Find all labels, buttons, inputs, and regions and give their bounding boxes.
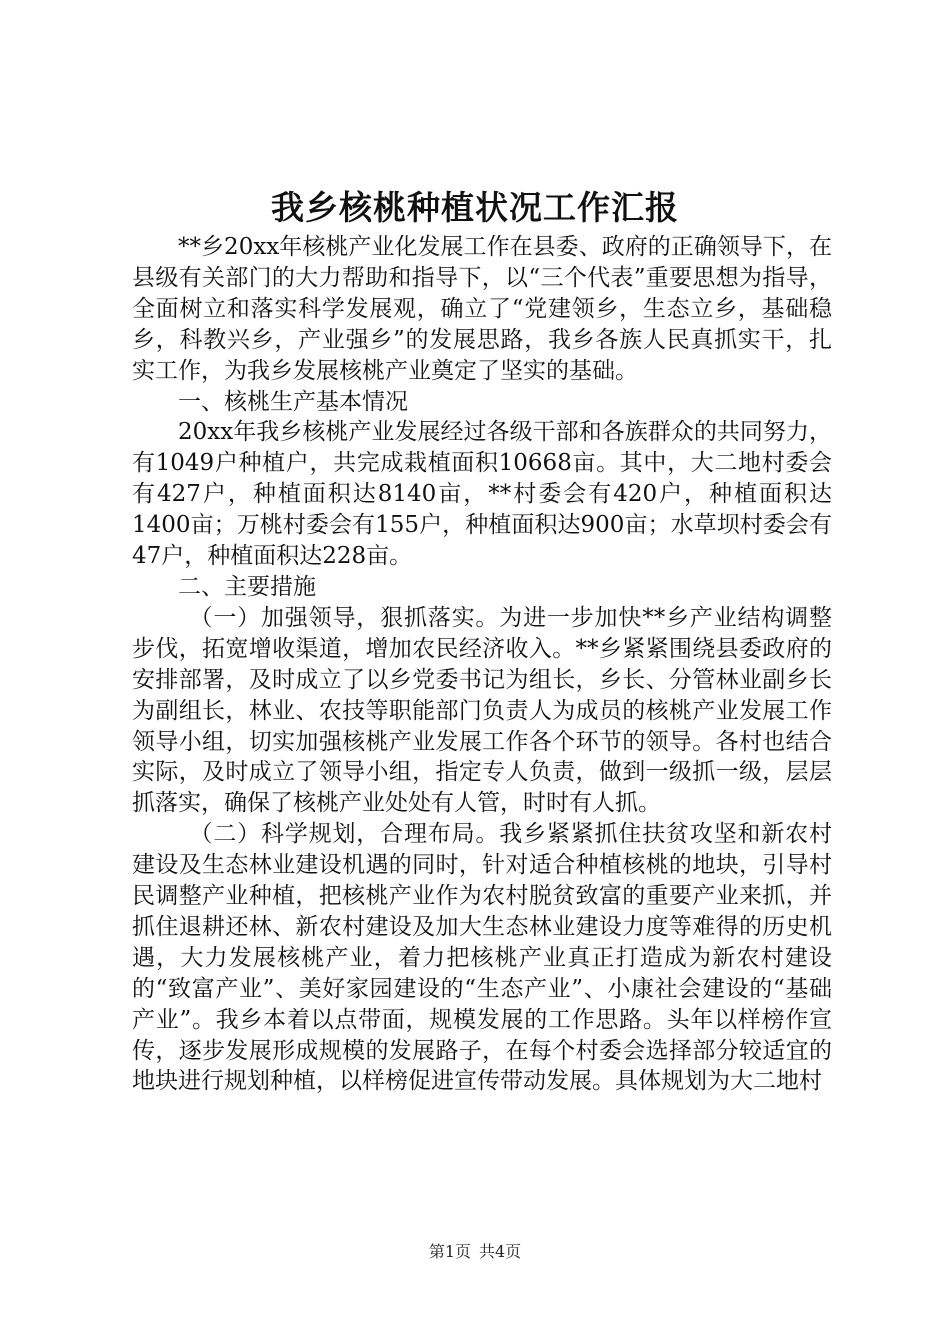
page-number: 第1页 xyxy=(428,1242,471,1261)
document-title: 我乡核桃种植状况工作汇报 xyxy=(271,188,679,227)
basic-situation-paragraph: 20xx年我乡核桃产业发展经过各级干部和各族群众的共同努力，有1049户种植户，共完成栽植面积10668亩。其中，大二地村委会有427户，种植面积达8140亩，**村委会有420户，种植面积达1400亩；万桃村委会有155户，种植面积达900亩；水草坝村委会有47户，种植面积达228亩。 xyxy=(132,419,832,570)
measure-one-paragraph: （一）加强领导，狠抓落实。为进一步加快**乡产业结构调整步伐，拓宽增收渠道，增加农民经济收入。**乡紧紧围绕县委政府的安排部署，及时成立了以乡党委书记为组长，乡长、分管林业副乡长为副组长，林业、农技等职能部门负责人为成员的核桃产业发展工作领导小组，切实加强核桃产业发展工作各个环节的领导。各村也结合实际，及时成立了领导小组，指定专人负责，做到一级抓一级，层层抓落实，确保了核桃产业处处有人管，时时有人抓。 xyxy=(132,604,832,817)
page-total: 共4页 xyxy=(479,1242,522,1261)
page-footer xyxy=(0,1240,950,1264)
section-heading-basic-situation: 一、核桃生产基本情况 xyxy=(178,388,408,415)
intro-paragraph: **乡20xx年核桃产业化发展工作在县委、政府的正确领导下，在县级有关部门的大力帮助和指导下，以“三个代表”重要思想为指导，全面树立和落实科学发展观，确立了“党建领乡，生态立乡，基础稳乡，科教兴乡，产业强乡”的发展思路，我乡各族人民真抓实干，扎实工作，为我乡发展核桃产业奠定了坚实的基础。 xyxy=(132,234,832,384)
section-heading-main-measures: 二、主要措施 xyxy=(178,573,316,600)
document-body xyxy=(132,232,832,1097)
measure-two-paragraph: （二）科学规划，合理布局。我乡紧紧抓住扶贫攻坚和新农村建设及生态林业建设机遇的同时，针对适合种植核桃的地块，引导村民调整产业种植，把核桃产业作为农村脱贫致富的重要产业来抓，并抓住退耕还林、新农村建设及加大生态林业建设力度等难得的历史机遇，大力发展核桃产业，着力把核桃产业真正打造成为新农村建设的“致富产业”、美好家园建设的“生态产业”、小康社会建设的“基础产业”。我乡本着以点带面，规模发展的工作思路。头年以样榜作宣传，逐步发展形成规模的发展路子，在每个村委会选择部分较适宜的地块进行规划种植，以样榜促进宣传带动发展。具体规划为大二地村 xyxy=(132,821,832,1095)
